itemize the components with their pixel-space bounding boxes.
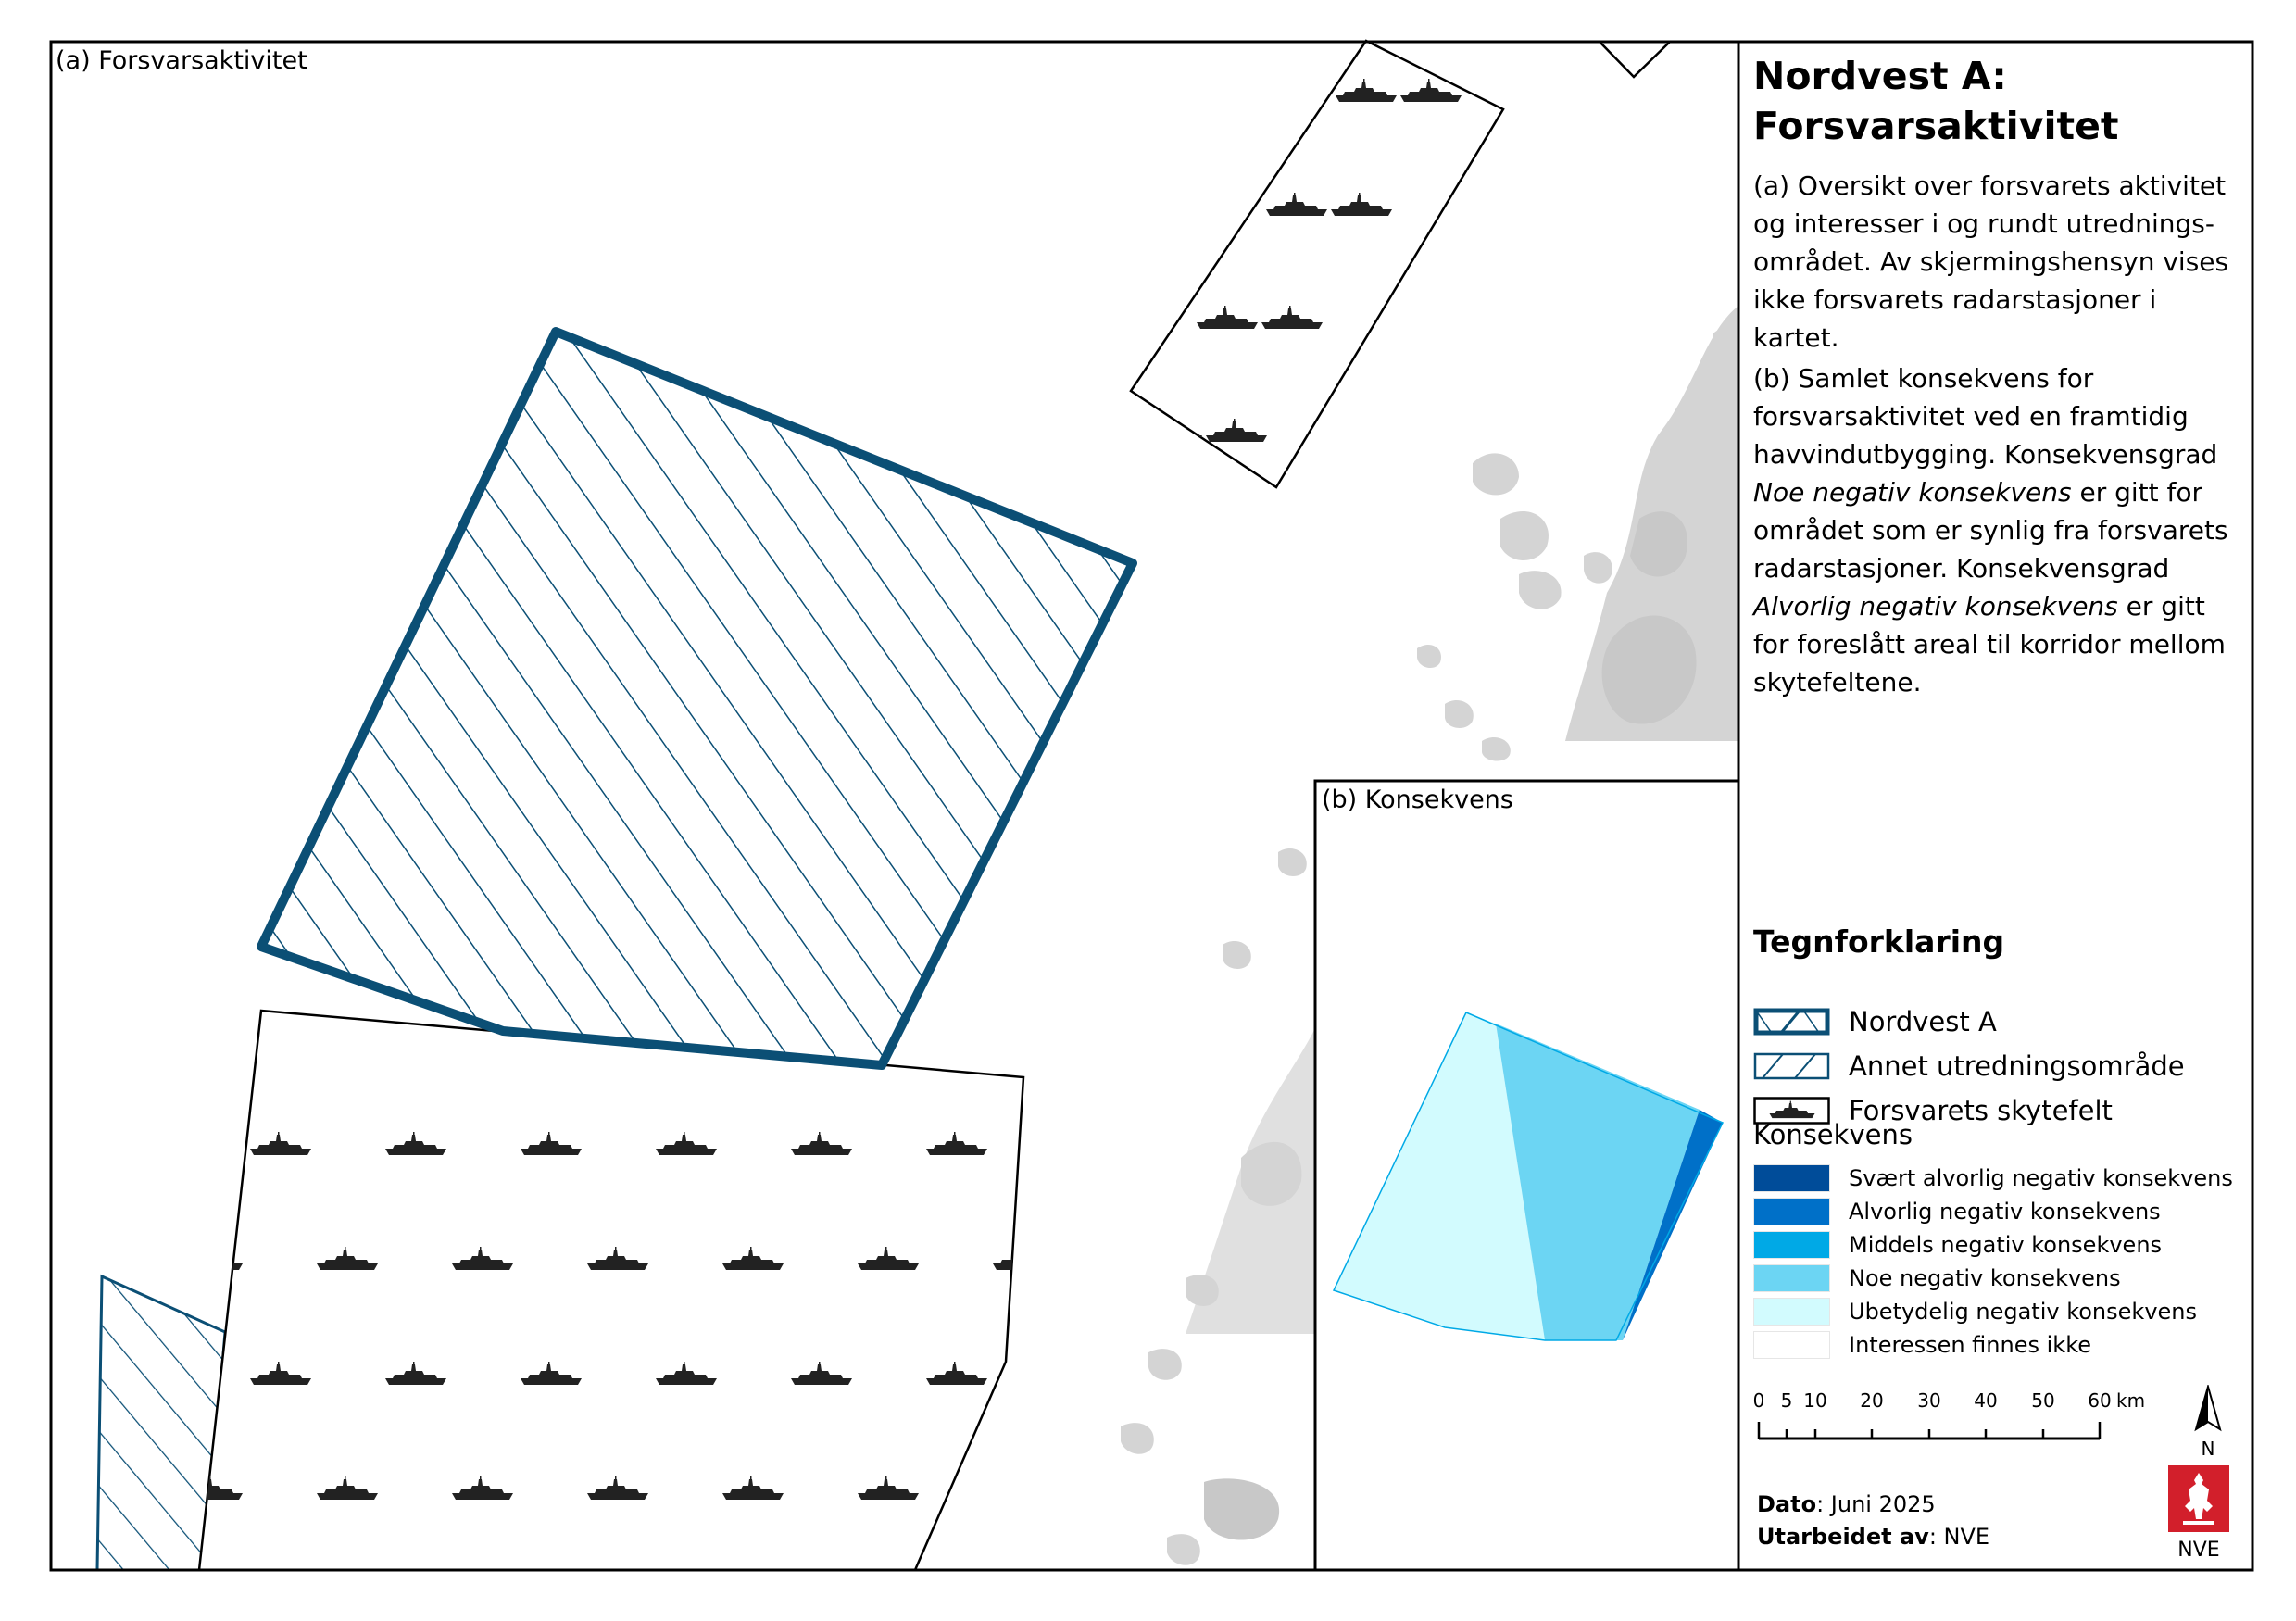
- konsekvens-label: Svært alvorlig negativ konsekvens: [1849, 1165, 2233, 1191]
- konsekvens-item: [1753, 1329, 2091, 1361]
- legend-item-nordvest-a: Nordvest A: [1753, 1005, 1997, 1038]
- legend-item-skytefelt: Forsvarets skytefelt: [1753, 1094, 2113, 1127]
- hatched-thin-icon: [1753, 1052, 1830, 1080]
- description-a: (a) Oversikt over forsvarets aktivitet og interesser i og rundt utrednings-området. Av skjermingshensyn vises ikke forsvarets radarstasjoner i kartet.: [1753, 170, 2229, 353]
- konsekvens-item: [1753, 1296, 2197, 1327]
- logo-text: NVE: [2177, 1539, 2220, 1562]
- konsekvens-swatch: [1753, 1264, 1830, 1292]
- scale-tick-label: 5: [1780, 1389, 1793, 1412]
- konsekvens-label: Noe negativ konsekvens: [1849, 1265, 2121, 1291]
- konsekvens-swatch: [1753, 1231, 1830, 1259]
- firing-range-corner: [1600, 42, 1670, 77]
- main-map-label: (a) Forsvarsaktivitet: [56, 46, 307, 75]
- description-b: (b) Samlet konsekvens for forsvarsaktivitet ved en framtidig havvindutbygging. Konsekvensgrad Noe negativ konsekvens er gitt for området som er synlig fra forsvarets radarstasjoner. Konsekvensgrad Alvorlig negativ konsekvens er gitt for foreslått areal til korridor mellom skytefeltene.: [1753, 363, 2228, 697]
- north-label: N: [2201, 1438, 2215, 1459]
- firing-range-upper[interactable]: [1131, 41, 1503, 487]
- scale-tick-label: 60: [2088, 1389, 2112, 1412]
- konsekvens-swatch: [1753, 1198, 1830, 1225]
- scale-tick-label: 10: [1803, 1389, 1827, 1412]
- scale-tick-label: 50: [2031, 1389, 2055, 1412]
- konsekvens-label: Alvorlig negativ konsekvens: [1849, 1199, 2161, 1225]
- konsekvens-label: Ubetydelig negativ konsekvens: [1849, 1299, 2197, 1325]
- dato: Dato: Juni 2025: [1757, 1491, 1936, 1517]
- nve-logo-icon: [2166, 1464, 2231, 1565]
- hatched-thick-icon: [1753, 1008, 1830, 1036]
- scale-tick-label: 0: [1753, 1389, 1765, 1412]
- konsekvens-item: [1753, 1196, 2161, 1227]
- scale-unit: km: [2116, 1389, 2146, 1412]
- north-arrow-icon: [2187, 1385, 2229, 1459]
- ship-icon: [993, 1476, 1054, 1500]
- konsekvens-swatch: [1753, 1331, 1830, 1359]
- scale-tick-label: 20: [1860, 1389, 1884, 1412]
- scale-tick-label: 30: [1917, 1389, 1941, 1412]
- konsekvens-label: Interessen finnes ikke: [1849, 1332, 2091, 1358]
- scale-tick-label: 40: [1974, 1389, 1998, 1412]
- ship-icon: [115, 1132, 176, 1155]
- konsekvens-item: [1753, 1263, 2121, 1294]
- inset-map-label: (b) Konsekvens: [1322, 785, 1513, 814]
- utarbeidet-av: Utarbeidet av: NVE: [1757, 1524, 1990, 1550]
- map-title: Nordvest A: Forsvarsaktivitet: [1753, 54, 2119, 148]
- side-panel: [1738, 42, 2252, 1570]
- legend-title: Tegnforklaring: [1753, 924, 2005, 960]
- konsekvens-title: Konsekvens: [1753, 1119, 1913, 1150]
- legend-item-annet: Annet utredningsområde: [1753, 1049, 2185, 1083]
- konsekvens-label: Middels negativ konsekvens: [1849, 1232, 2163, 1258]
- scale-bar: [1753, 1385, 2216, 1468]
- konsekvens-swatch: [1753, 1298, 1830, 1326]
- konsekvens-swatch: [1753, 1164, 1830, 1192]
- konsekvens-item: [1753, 1162, 2233, 1194]
- konsekvens-item: [1753, 1229, 2162, 1261]
